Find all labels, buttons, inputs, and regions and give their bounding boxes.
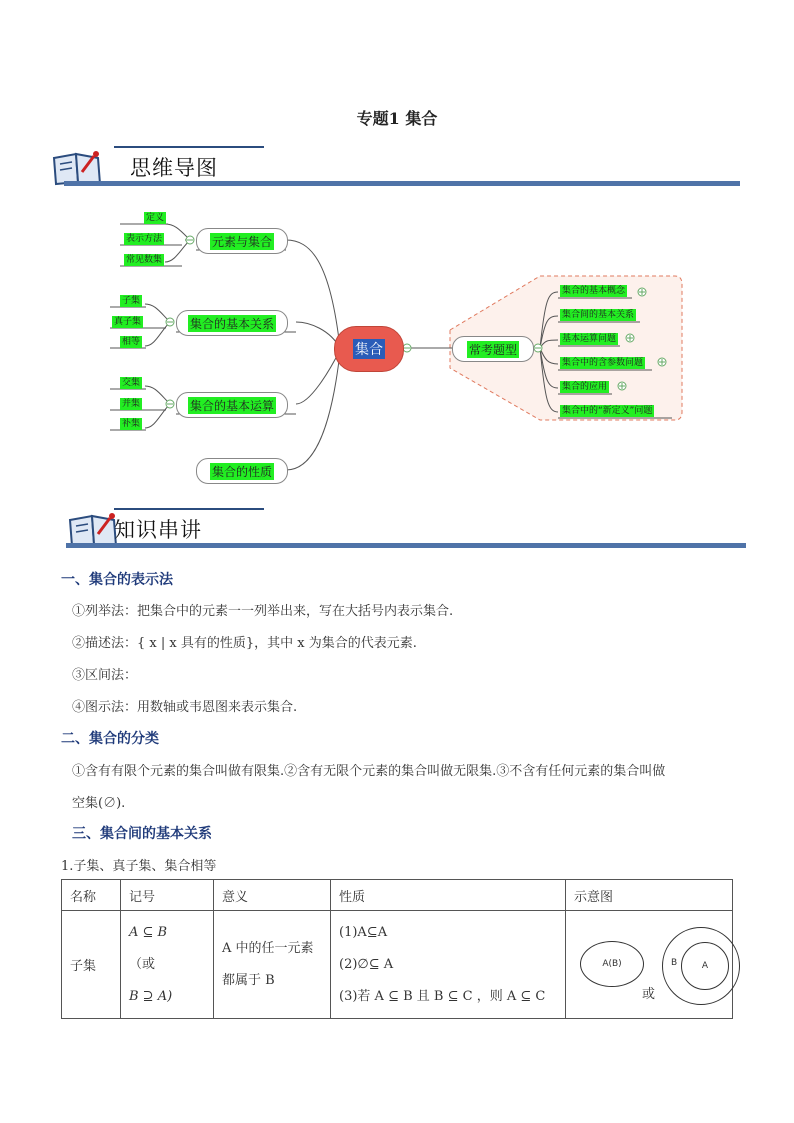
leaf-intersection[interactable]: 交集	[122, 378, 141, 388]
para-empty-set: 空集(∅).	[72, 796, 126, 811]
leaf-basic-operation-problems[interactable]: 基本运算问题	[562, 334, 617, 344]
subset-table	[61, 879, 733, 1019]
leaf-definition[interactable]: 定义	[146, 213, 165, 223]
cell-meaning: A 中的任一元素 都属于 B	[214, 911, 331, 1019]
diagram-or: 或	[642, 987, 656, 1002]
venn-single-circle: A(B)	[580, 941, 644, 987]
header-name: 名称	[62, 880, 121, 911]
para-interval: ③区间法：	[72, 668, 138, 683]
branch-element-and-set[interactable]: 元素与集合	[196, 228, 288, 254]
para-classification: ①含有有限个元素的集合叫做有限集.②含有无限个元素的集合叫做无限集.③不含有任何元素的集合叫做	[72, 764, 666, 779]
para-description: ②描述法：{ x | x 具有的性质}，其中 x 为集合的代表元素.	[72, 636, 417, 651]
center-label: 集合	[353, 339, 385, 359]
mindmap-center-node[interactable]	[334, 326, 404, 372]
para-diagram: ④图示法：用数轴或韦恩图来表示集合.	[72, 700, 298, 715]
branch-common-question-types[interactable]: 常考题型	[452, 336, 534, 362]
knowledge-section-header	[50, 508, 760, 554]
leaf-common-sets[interactable]: 常见数集	[126, 255, 163, 265]
document-title: 专题1 集合	[356, 109, 438, 128]
leaf-union[interactable]: 并集	[122, 399, 141, 409]
leaf-basic-concepts[interactable]: 集合的基本概念	[562, 286, 626, 296]
leaf-proper-subset[interactable]: 真子集	[114, 317, 142, 327]
para-enumeration: ①列举法：把集合中的元素一一列举出来，写在大括号内表示集合.	[72, 604, 454, 619]
leaf-basic-relations[interactable]: 集合间的基本关系	[562, 310, 635, 320]
header-diagram: 示意图	[566, 880, 733, 911]
heading-relations: 三、集合间的基本关系	[72, 826, 212, 842]
para-subset-title: 1.子集、真子集、集合相等	[61, 859, 217, 874]
cell-name: 子集	[62, 911, 121, 1019]
branch-set-properties[interactable]: 集合的性质	[196, 458, 288, 484]
branch-basic-operations[interactable]: 集合的基本运算	[176, 392, 288, 418]
leaf-applications[interactable]: 集合的应用	[562, 382, 608, 392]
leaf-new-definition[interactable]: 集合中的“新定义”问题	[562, 406, 653, 416]
heading-classification: 二、集合的分类	[61, 731, 159, 747]
leaf-parameter-problems[interactable]: 集合中的含参数问题	[562, 358, 644, 368]
knowledge-section-title: 知识串讲	[114, 518, 202, 542]
header-notation: 记号	[121, 880, 214, 911]
table-row	[62, 911, 733, 1019]
header-properties: 性质	[331, 880, 566, 911]
leaf-equal[interactable]: 相等	[122, 337, 141, 347]
header-top-line	[114, 508, 264, 510]
cell-diagram	[566, 911, 733, 1019]
cell-notation: A ⊆ B （或 B ⊇ A)	[121, 911, 214, 1019]
leaf-subset[interactable]: 子集	[122, 296, 141, 306]
venn-nested-outer: B A	[662, 927, 740, 1005]
leaf-representation[interactable]: 表示方法	[126, 234, 163, 244]
cell-properties: (1)A⊆A (2)∅⊆ A (3)若 A ⊆ B 且 B ⊆ C ，则 A ⊆ C	[331, 911, 566, 1019]
header-bar	[66, 543, 746, 548]
branch-basic-relations[interactable]: 集合的基本关系	[176, 310, 288, 336]
venn-nested-inner: A	[681, 942, 729, 990]
mindmap-section-title: 思维导图	[130, 156, 218, 180]
header-meaning: 意义	[214, 880, 331, 911]
leaf-complement[interactable]: 补集	[122, 419, 141, 429]
heading-representation: 一、集合的表示法	[61, 572, 173, 588]
